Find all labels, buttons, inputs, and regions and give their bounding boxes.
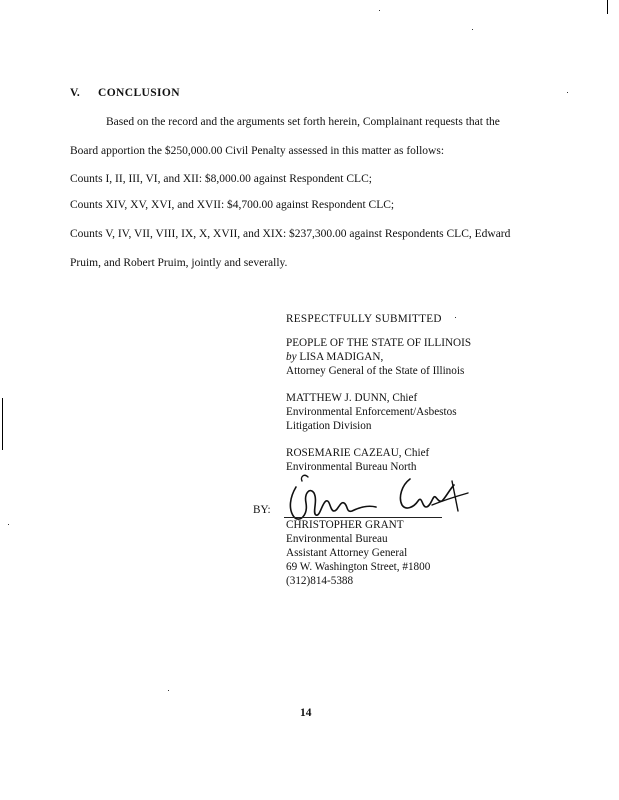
- section-title: CONCLUSION: [98, 87, 180, 99]
- attorney-general-line: [286, 350, 383, 364]
- scan-speck: [455, 317, 456, 318]
- attorney-general-title: Attorney General of the State of Illinois: [286, 365, 465, 377]
- bureau-name: Environmental Bureau North: [286, 461, 417, 473]
- scan-speck: [379, 10, 380, 11]
- respectfully-submitted: RESPECTFULLY SUBMITTED: [286, 313, 442, 325]
- paragraph-line: Board apportion the $250,000.00 Civil Penalty assessed in this matter as follows:: [70, 145, 445, 157]
- penalty-item: Counts I, II, III, VI, and XII: $8,000.00 against Respondent CLC;: [70, 173, 372, 185]
- scan-speck: [567, 92, 568, 93]
- attorney-phone: (312)814-5388: [286, 575, 354, 587]
- division-name-cont: Litigation Division: [286, 420, 372, 432]
- penalty-item: Counts V, IV, VII, VIII, IX, X, XVII, and XIX: $237,300.00 against Respondents CLC, Edward: [70, 228, 511, 240]
- scan-speck: [472, 29, 473, 30]
- section-number: V.: [70, 87, 80, 99]
- scan-speck: [8, 524, 9, 525]
- bureau-chief-name: ROSEMARIE CAZEAU, Chief: [286, 447, 430, 459]
- scan-edge-line-top: [607, 0, 608, 14]
- attorney-name: CHRISTOPHER GRANT: [286, 519, 404, 531]
- attorney-address: 69 W. Washington Street, #1800: [286, 561, 431, 573]
- penalty-item: Counts XIV, XV, XVI, and XVII: $4,700.00 against Respondent CLC;: [70, 199, 395, 211]
- paragraph-line: Based on the record and the arguments set forth herein, Complainant requests that the: [106, 116, 500, 128]
- division-chief-name: MATTHEW J. DUNN, Chief: [286, 392, 418, 404]
- by-prefix: by: [286, 351, 297, 363]
- scan-speck: [168, 690, 169, 691]
- by-label: BY:: [253, 504, 271, 516]
- division-name: Environmental Enforcement/Asbestos: [286, 406, 457, 418]
- penalty-item-continuation: Pruim, and Robert Pruim, jointly and severally.: [70, 257, 288, 269]
- party-name: PEOPLE OF THE STATE OF ILLINOIS: [286, 337, 472, 349]
- attorney-general-name: LISA MADIGAN,: [299, 351, 384, 363]
- scan-edge-line-left: [2, 398, 3, 450]
- attorney-bureau: Environmental Bureau: [286, 533, 388, 545]
- page-number: 14: [300, 707, 312, 719]
- attorney-title: Assistant Attorney General: [286, 547, 408, 559]
